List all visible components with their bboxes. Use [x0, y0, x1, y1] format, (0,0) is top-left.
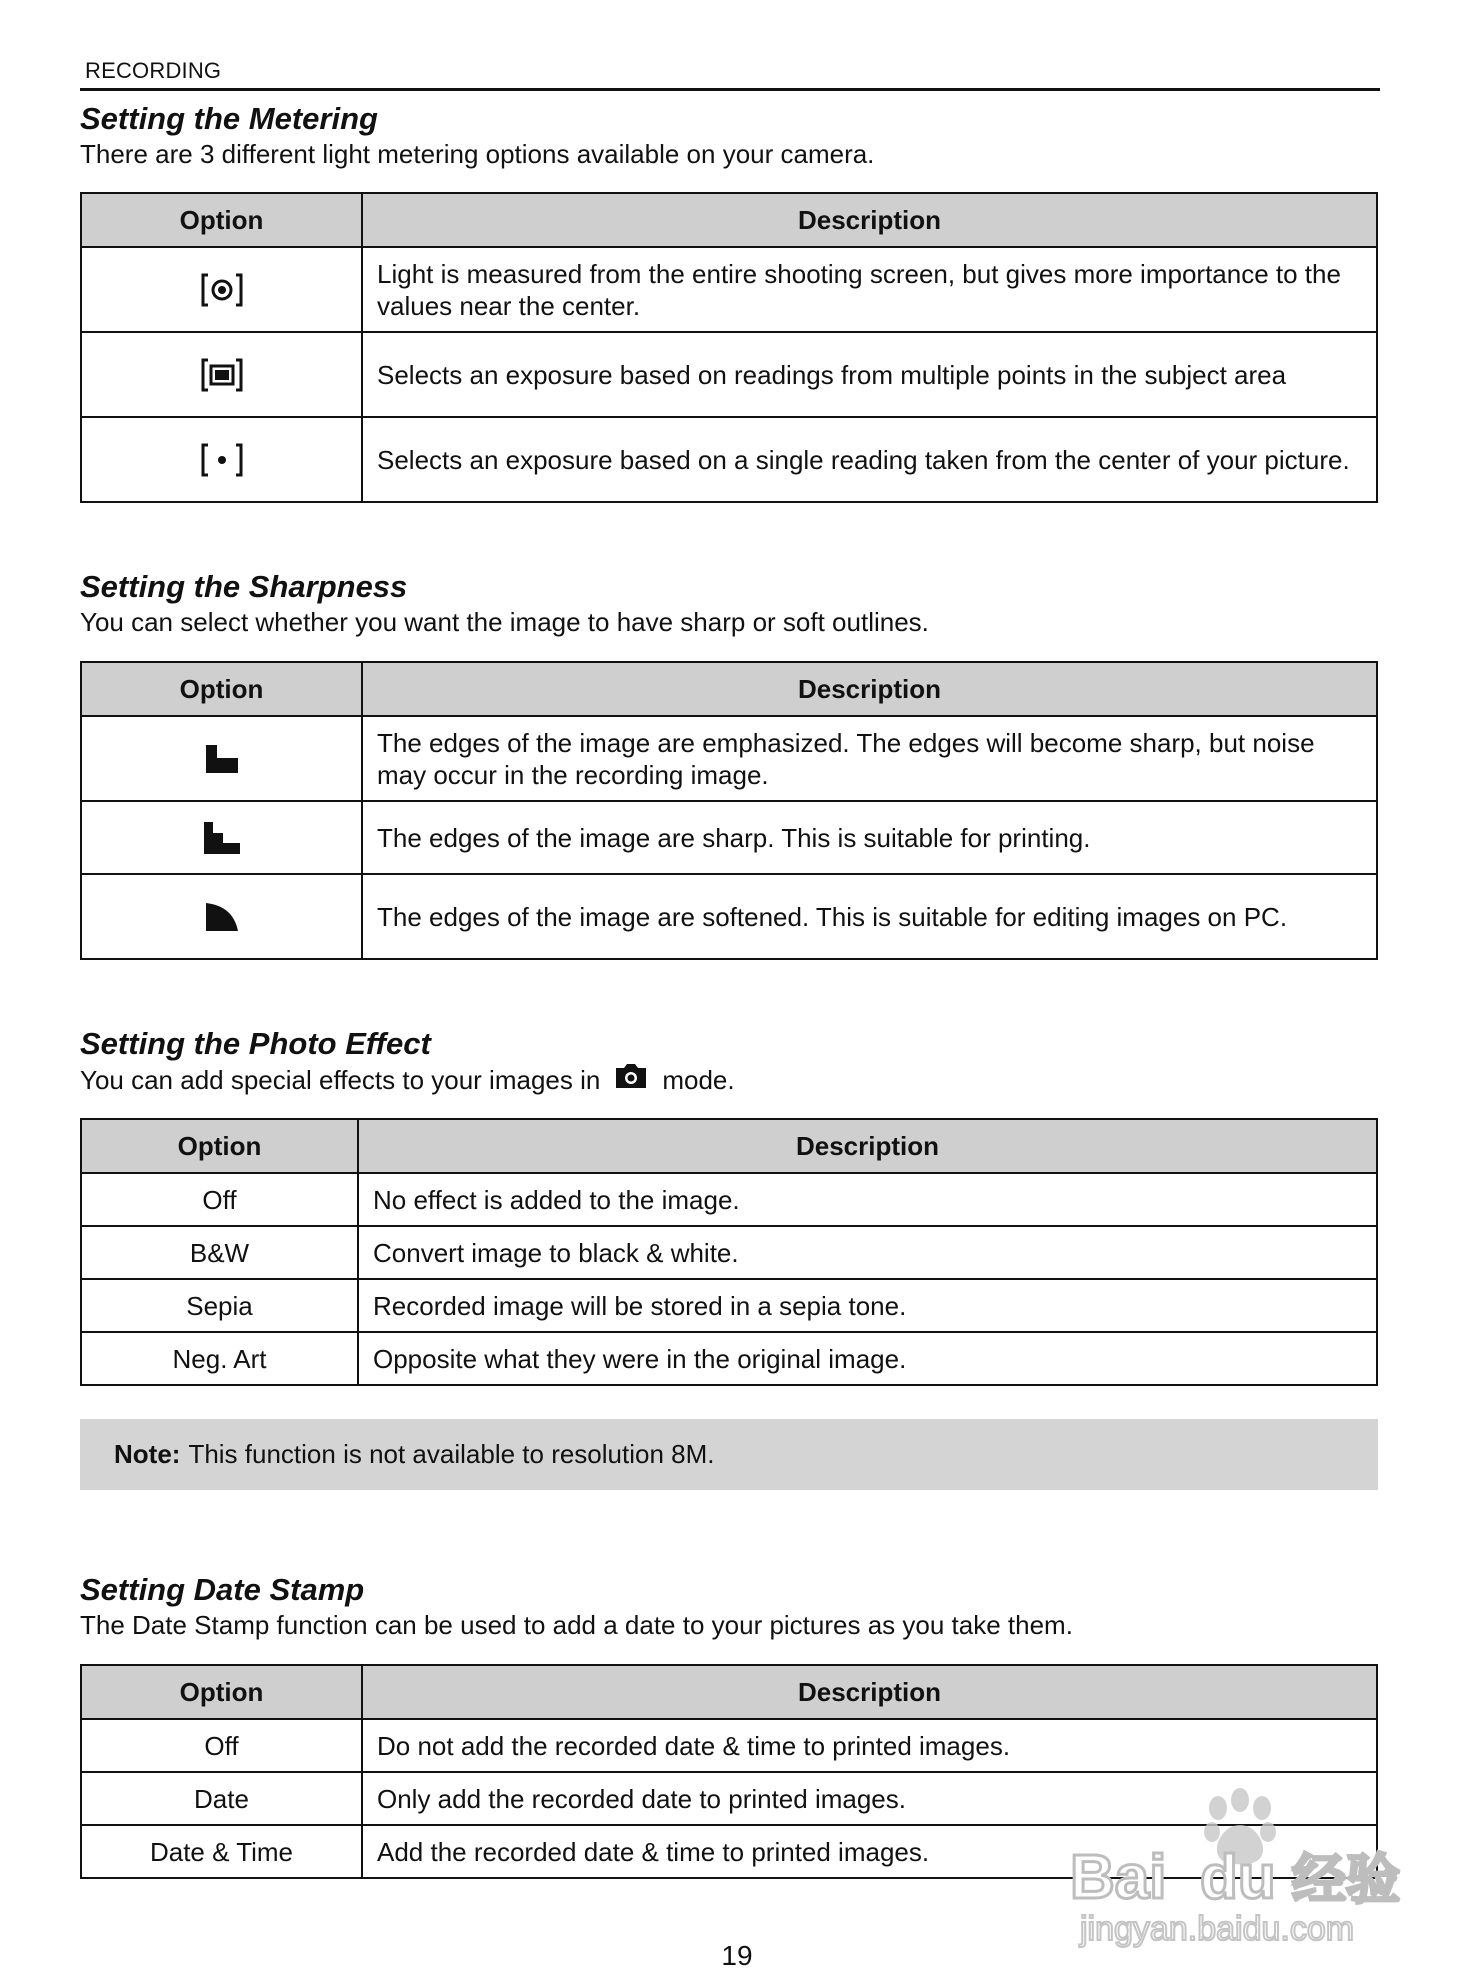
svg-text:经验: 经验 [1292, 1848, 1400, 1911]
option-header: Option [81, 1665, 362, 1719]
sharp-icon [81, 716, 362, 801]
svg-text:jingyan.baidu.com: jingyan.baidu.com [1080, 1910, 1355, 1948]
effect-option: Sepia [81, 1279, 358, 1332]
soft-icon [81, 874, 362, 959]
date-stamp-title: Setting Date Stamp [80, 1572, 365, 1607]
table-row [81, 417, 1377, 502]
spot-metering-icon [81, 417, 362, 502]
normal-sharpness-icon [81, 801, 362, 874]
note-text: This function is not available to resolution 8M. [188, 1439, 715, 1469]
date-stamp-option: Date & Time [81, 1825, 362, 1878]
effect-option: Neg. Art [81, 1332, 358, 1385]
metering-desc: Selects an exposure based on a single reading taken from the center of your picture. [362, 417, 1377, 502]
effect-option: B&W [81, 1226, 358, 1279]
table-header-row [81, 193, 1377, 247]
note-label: Note: [114, 1439, 181, 1469]
sharpness-desc: The edges of the image are softened. This is suitable for editing images on PC. [362, 874, 1377, 959]
sharpness-desc: The edges of the image are sharp. This is suitable for printing. [362, 801, 1377, 874]
running-header: RECORDING [85, 58, 222, 83]
sharpness-intro: You can select whether you want the image to have sharp or soft outlines. [80, 607, 929, 637]
note-box [80, 1419, 1378, 1490]
metering-intro: There are 3 different light metering options available on your camera. [80, 139, 875, 169]
page-number: 19 [721, 1940, 753, 1971]
table-row [81, 1332, 1377, 1385]
option-header: Option [81, 662, 362, 716]
date-stamp-option: Date [81, 1772, 362, 1825]
table-row [81, 716, 1377, 801]
center-weighted-metering-icon [81, 247, 362, 332]
sharpness-section [80, 568, 1378, 638]
camera-icon [614, 1063, 648, 1096]
description-header: Description [358, 1119, 1377, 1173]
date-stamp-option: Off [81, 1719, 362, 1772]
date-stamp-intro: The Date Stamp function can be used to add a date to your pictures as you take them. [80, 1610, 1073, 1640]
effect-desc: Convert image to black & white. [358, 1226, 1377, 1279]
table-row [81, 1279, 1377, 1332]
date-stamp-desc: Do not add the recorded date & time to printed images. [362, 1719, 1377, 1772]
option-header: Option [81, 193, 362, 247]
svg-text:du: du [1200, 1843, 1276, 1912]
date-stamp-section [80, 1571, 1378, 1641]
effect-option: Off [81, 1173, 358, 1226]
date-stamp-desc: Only add the recorded date to printed images. [362, 1772, 1377, 1825]
photo-effect-intro-after: mode. [662, 1064, 735, 1095]
description-header: Description [362, 662, 1377, 716]
option-header: Option [81, 1119, 358, 1173]
table-row [81, 801, 1377, 874]
description-header: Description [362, 1665, 1377, 1719]
photo-effect-intro-before: You can add special effects to your images in [80, 1064, 601, 1095]
sharpness-title: Setting the Sharpness [80, 569, 408, 604]
table-row [81, 874, 1377, 959]
sharpness-table [80, 661, 1378, 960]
photo-effect-title: Setting the Photo Effect [80, 1026, 431, 1061]
metering-title: Setting the Metering [80, 101, 378, 136]
description-header: Description [362, 193, 1377, 247]
sharpness-desc: The edges of the image are emphasized. The edges will become sharp, but noise may occur in the recording image. [362, 716, 1377, 801]
photo-effect-table [80, 1118, 1378, 1386]
table-row [81, 332, 1377, 417]
metering-desc: Selects an exposure based on readings from multiple points in the subject area [362, 332, 1377, 417]
svg-text:Bai: Bai [1070, 1843, 1167, 1912]
header-rule [80, 88, 1380, 91]
effect-desc: Recorded image will be stored in a sepia tone. [358, 1279, 1377, 1332]
table-row [81, 1226, 1377, 1279]
baidu-watermark [1060, 1780, 1410, 1950]
photo-effect-section [80, 1025, 1378, 1096]
metering-table [80, 192, 1378, 503]
table-row [81, 247, 1377, 332]
table-header-row [81, 1665, 1377, 1719]
table-header-row [81, 662, 1377, 716]
table-header-row [81, 1119, 1377, 1173]
date-stamp-desc: Add the recorded date & time to printed images. [362, 1825, 1377, 1878]
photo-effect-intro [80, 1063, 1378, 1096]
metering-desc: Light is measured from the entire shooting screen, but gives more importance to the values near the center. [362, 247, 1377, 332]
table-row [81, 1173, 1377, 1226]
effect-desc: Opposite what they were in the original image. [358, 1332, 1377, 1385]
metering-section [80, 100, 1378, 170]
multi-metering-icon [81, 332, 362, 417]
table-row [81, 1719, 1377, 1772]
effect-desc: No effect is added to the image. [358, 1173, 1377, 1226]
